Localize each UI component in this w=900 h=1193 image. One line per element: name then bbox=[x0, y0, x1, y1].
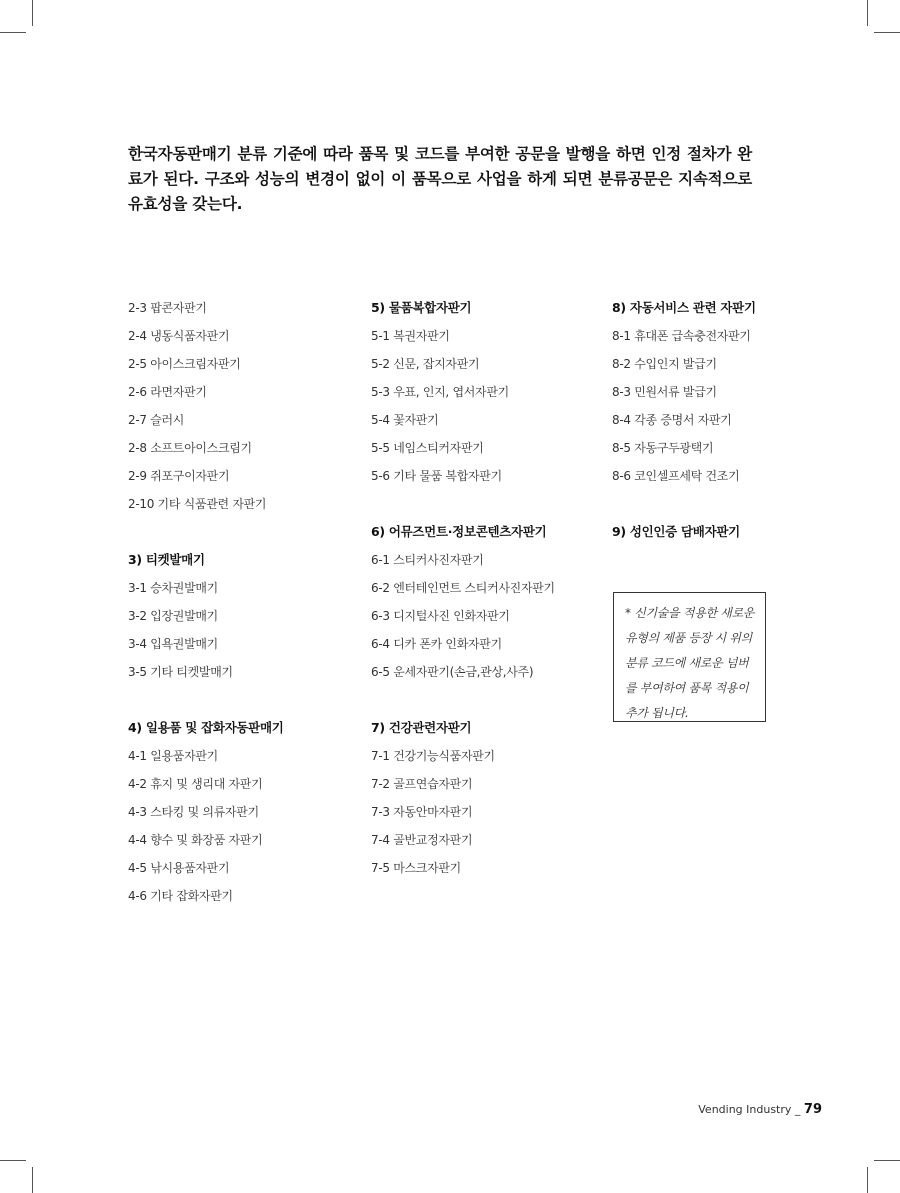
category-item: 2-6 라면자판기 bbox=[128, 385, 207, 399]
category-item: 7-3 자동안마자판기 bbox=[371, 805, 473, 819]
category-heading: 4) 일용품 및 잡화자동판매기 bbox=[128, 720, 284, 735]
category-item: 2-3 팝콘자판기 bbox=[128, 301, 207, 315]
crop-mark bbox=[32, 1167, 33, 1193]
category-item: 2-8 소프트아이스크림기 bbox=[128, 441, 252, 455]
category-heading: 8) 자동서비스 관련 자판기 bbox=[612, 300, 756, 315]
spacer bbox=[371, 686, 611, 714]
category-item: 8-4 각종 증명서 자판기 bbox=[612, 413, 732, 427]
category-item: 5-1 복권자판기 bbox=[371, 329, 450, 343]
spacer bbox=[371, 490, 611, 518]
category-item: 5-2 신문, 잡지자판기 bbox=[371, 357, 480, 371]
category-heading: 9) 성인인증 담배자판기 bbox=[612, 524, 740, 539]
category-item: 4-4 향수 및 화장품 자판기 bbox=[128, 833, 263, 847]
crop-mark bbox=[874, 1160, 900, 1161]
category-item: 6-2 엔터테인먼트 스티커사진자판기 bbox=[371, 581, 555, 595]
category-item: 7-2 골프연습자판기 bbox=[371, 777, 473, 791]
crop-mark bbox=[32, 0, 33, 26]
crop-mark bbox=[867, 0, 868, 26]
footer-label: Vending Industry _ bbox=[698, 1103, 801, 1116]
category-item: 5-6 기타 물품 복합자판기 bbox=[371, 469, 502, 483]
category-item: 8-3 민원서류 발급기 bbox=[612, 385, 717, 399]
note-box bbox=[613, 592, 766, 722]
category-item: 8-5 자동구두광택기 bbox=[612, 441, 714, 455]
category-item: 5-4 꽃자판기 bbox=[371, 413, 439, 427]
note-text: * 신기술을 적용한 새로운 유형의 제품 등장 시 위의 분류 코드에 새로운 넘버를 부여하여 품목 적용이 추가 됩니다. bbox=[625, 606, 755, 720]
category-item: 2-4 냉동식품자판기 bbox=[128, 329, 230, 343]
category-column-2 bbox=[371, 294, 611, 882]
category-item: 3-1 승차권발매기 bbox=[128, 581, 218, 595]
category-item: 5-3 우표, 인지, 엽서자판기 bbox=[371, 385, 509, 399]
category-item: 5-5 네임스티커자판기 bbox=[371, 441, 484, 455]
category-item: 2-5 아이스크림자판기 bbox=[128, 357, 241, 371]
category-item: 6-3 디지털사진 인화자판기 bbox=[371, 609, 510, 623]
category-item: 3-4 입욕권발매기 bbox=[128, 637, 218, 651]
category-item: 2-10 기타 식품관련 자판기 bbox=[128, 497, 267, 511]
crop-mark bbox=[867, 1167, 868, 1193]
category-item: 2-7 슬러시 bbox=[128, 413, 185, 427]
category-heading: 3) 티켓발매기 bbox=[128, 552, 205, 567]
category-item: 6-5 운세자판기(손금,관상,사주) bbox=[371, 665, 534, 679]
category-item: 4-6 기타 잡화자판기 bbox=[128, 889, 233, 903]
spacer bbox=[612, 490, 852, 518]
category-item: 4-2 휴지 및 생리대 자판기 bbox=[128, 777, 263, 791]
category-item: 3-5 기타 티켓발매기 bbox=[128, 665, 233, 679]
category-heading: 6) 어뮤즈먼트·정보콘텐츠자판기 bbox=[371, 524, 547, 539]
category-heading: 7) 건강관련자판기 bbox=[371, 720, 472, 735]
category-item: 7-4 골반교정자판기 bbox=[371, 833, 473, 847]
category-heading: 5) 물품복합자판기 bbox=[371, 300, 472, 315]
category-item: 3-2 입장권발매기 bbox=[128, 609, 218, 623]
intro-paragraph: 한국자동판매기 분류 기준에 따라 품목 및 코드를 부여한 공문을 발행을 하면 인정 절차가 완료가 된다. 구조와 성능의 변경이 없이 이 품목으로 사업을 하게 되면 분류공문은 지속적으로 유효성을 갖는다. bbox=[128, 145, 752, 213]
category-item: 6-1 스티커사진자판기 bbox=[371, 553, 484, 567]
category-item: 7-1 건강기능식품자판기 bbox=[371, 749, 495, 763]
category-item: 2-9 쥐포구이자판기 bbox=[128, 469, 230, 483]
category-item: 8-1 휴대폰 급속충전자판기 bbox=[612, 329, 751, 343]
category-item: 4-3 스타킹 및 의류자판기 bbox=[128, 805, 259, 819]
category-item: 7-5 마스크자판기 bbox=[371, 861, 461, 875]
category-item: 4-1 일용품자판기 bbox=[128, 749, 218, 763]
crop-mark bbox=[874, 32, 900, 33]
category-item: 6-4 디카 폰카 인화자판기 bbox=[371, 637, 502, 651]
spacer bbox=[128, 518, 368, 546]
category-item: 8-6 코인셀프세탁 건조기 bbox=[612, 469, 740, 483]
category-column-3 bbox=[612, 294, 852, 546]
category-item: 8-2 수입인지 발급기 bbox=[612, 357, 717, 371]
page-footer bbox=[698, 1102, 822, 1117]
spacer bbox=[128, 686, 368, 714]
crop-mark bbox=[0, 1160, 26, 1161]
category-item: 4-5 낚시용품자판기 bbox=[128, 861, 230, 875]
crop-mark bbox=[0, 32, 26, 33]
category-column-1 bbox=[128, 294, 368, 910]
page-number: 79 bbox=[803, 1102, 822, 1117]
